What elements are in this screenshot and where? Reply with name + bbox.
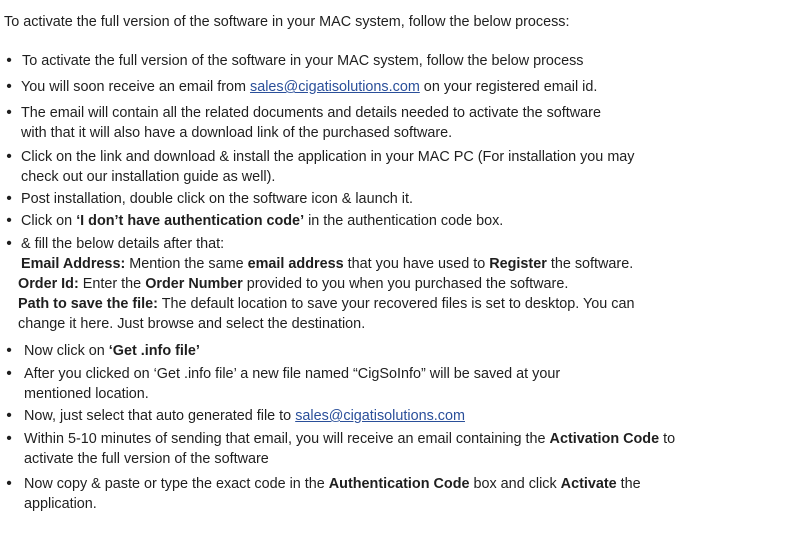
order-id-detail: Order Id: Enter the Order Number provided to you when you purchased the software.: [18, 276, 569, 292]
email-link[interactable]: sales@cigatisolutions.com: [295, 408, 465, 424]
path-detail-continued: change it here. Just browse and select the destination.: [18, 316, 366, 332]
bullet-icon: •: [6, 365, 12, 382]
path-detail: Path to save the file: The default location to save your recovered files is set to desktop. You can: [18, 296, 635, 312]
intro-text: To activate the full version of the software in your MAC system, follow the below process:: [4, 14, 570, 30]
bullet-icon: •: [6, 407, 12, 424]
bullet-icon: •: [6, 235, 12, 252]
bullet-icon: •: [6, 342, 12, 359]
email-address-detail: Email Address: Mention the same email address that you have used to Register the software.: [21, 256, 634, 272]
bullet-icon: •: [6, 190, 12, 207]
document: To activate the full version of the software in your MAC system, follow the below process: • To activate the full version of the software in your MAC system, follow the below process • You will soon receive an email from sales@cigatisolutions.com on your registered email id. • The email will contain all the related documents and details needed to activate the software with that it will also have a download link of the purchased software. • Click on the link and download & install the application in your MAC PC (For installation you may check out our installation guide as well). • Post installation, double click on the software icon & launch it. • Click on ‘I don’t have authentication code’ in the authentication code box. • & fill the below details after that: Email Address: Mention the same email address that you have used to Register the software. Order Id: Enter the Order Number provided to you when you purchased the software. Path to save the file: The default location to save your recovered files is set to desktop. You can change it here. Just browse and select the destination. • Now click on ‘Get .info file’ • After you clicked on ‘Get .info file’ a new file named “CigSoInfo” will be saved at your mentioned location. • Now, just select that auto generated file to sales@cigatisolutions.com • Within 5-10 minutes of sending that email, you will receive an email containing the Activation Code to activate the full version of the software • Now copy & paste or type the exact code in the Authentication Code box and click Activate the application.: [4, 14, 676, 512]
bullet-icon: •: [6, 104, 12, 121]
bullet-icon: •: [6, 52, 12, 69]
bullet-icon: •: [6, 475, 12, 492]
bullet-icon: •: [6, 430, 12, 447]
bullet-icon: •: [6, 212, 12, 229]
bullet-icon: •: [6, 148, 12, 165]
bullet-icon: •: [6, 78, 12, 95]
email-link[interactable]: sales@cigatisolutions.com: [250, 79, 420, 95]
